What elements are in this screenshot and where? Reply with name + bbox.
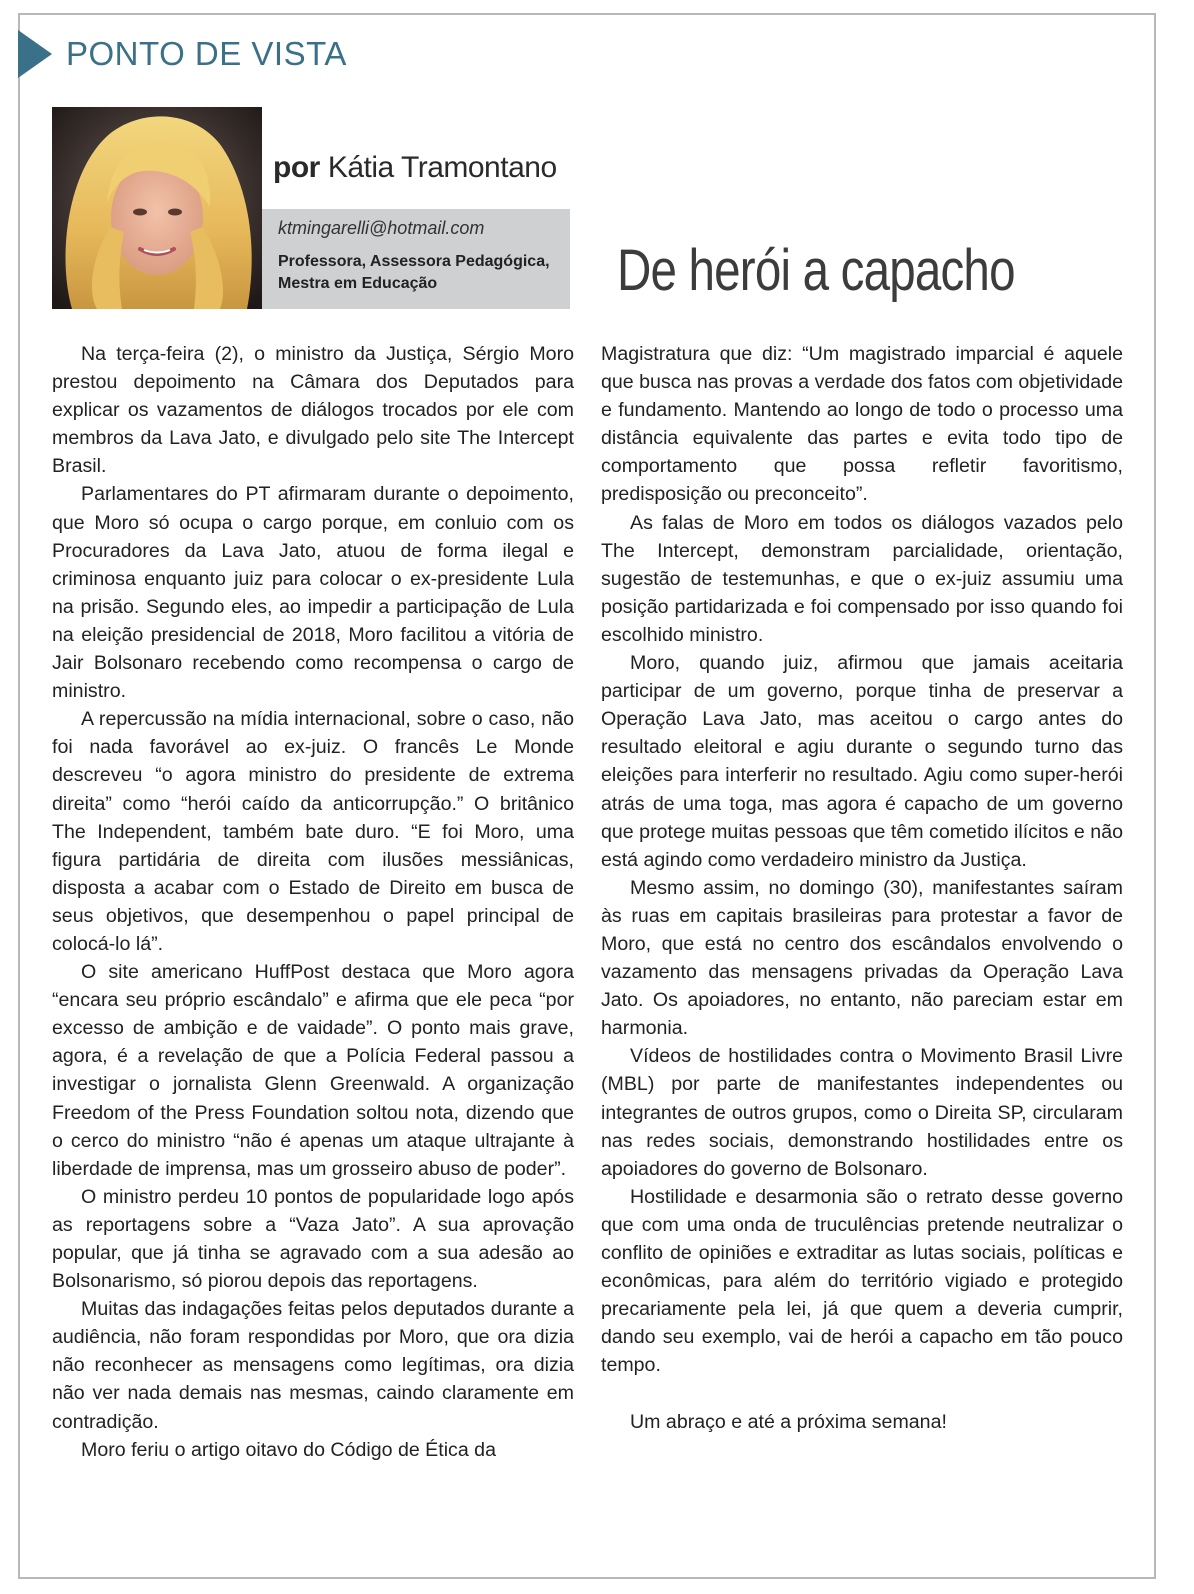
byline-prefix: por [273, 151, 320, 184]
article-headline: De herói a capacho [617, 238, 1015, 303]
paragraph: Moro, quando juiz, afirmou que jamais aceitaria participar de um governo, porque tinha de preservar a Operação Lava Jato, mas aceitou o cargo antes do resultado eleitoral e agiu durante o segundo turno das eleições para interferir no resultado. Agiu como super-herói atrás de uma toga, mas agora é capacho de um governo que protege muitas pessoas que têm cometido ilícitos e não está agindo como verdadeiro ministro da Justiça. [601, 652, 1123, 871]
paragraph: O site americano HuffPost destaca que Moro agora “encara seu próprio escândalo” e afirma que ele peca “por excesso de ambição e de vaidade”. O ponto mais grave, agora, é a revelação de que a Polícia Federal passou a investigar o jornalista Glenn Greenwald. A organização Freedom of the Press Foundation soltou nota, dizendo que o cerco do ministro “não é apenas um ataque ultrajante à liberdade de imprensa, mas um grosseiro abuso de poder”. [52, 961, 574, 1180]
article-column-1 [52, 340, 574, 1464]
author-byline [273, 148, 557, 188]
article-column-2 [601, 340, 1123, 1436]
section-title: PONTO DE VISTA [66, 35, 347, 72]
paragraph: Hostilidade e desarmonia são o retrato desse governo que com uma onda de truculências pretende neutralizar o conflito de opiniões e extraditar as lutas sociais, políticas e econômicas, para além do território vigiado e protegido precariamente pela lei, já que quem a deveria cumprir, dando seu exemplo, vai de herói a capacho em tão pouco tempo. [601, 1185, 1123, 1377]
paragraph: Na terça-feira (2), o ministro da Justiça, Sérgio Moro prestou depoimento na Câmara dos Deputados para explicar os vazamentos de diálogos trocados por ele com membros da Lava Jato, e divulgado pelo site The Intercept Brasil. [52, 343, 574, 478]
paragraph: O ministro perdeu 10 pontos de popularidade logo após as reportagens sobre a “Vaza Jato”. A sua aprovação popular, que já tinha se agravado com a sua adesão ao Bolsonarismo, só piorou depois das reportagens. [52, 1185, 574, 1293]
author-role: Professora, Assessora Pedagógica, Mestra em Educação [278, 253, 550, 292]
paragraph: A repercussão na mídia internacional, sobre o caso, não foi nada favorável ao ex-juiz. O francês Le Monde descreveu “o agora ministro do presidente de extrema direita” como “herói caído da anticorrupção.” O britânico The Independent, também bate duro. “E foi Moro, uma figura partidária de direita com ilusões messiânicas, disposta a acabar com o Estado de Direito em busca de seus objetivos, que desempenhou o papel principal de colocá-lo lá”. [52, 708, 574, 955]
section-arrow-icon [18, 30, 52, 78]
paragraph: Parlamentares do PT afirmaram durante o depoimento, que Moro só ocupa o cargo porque, em conluio com os Procuradores da Lava Jato, atuou de forma ilegal e criminosa enquanto juiz para colocar o ex-presidente Lula na prisão. Segundo eles, ao impedir a participação de Lula na eleição presidencial de 2018, Moro facilitou a vitória de Jair Bolsonaro recebendo como recompensa o cargo de ministro. [52, 483, 574, 703]
paragraph: Vídeos de hostilidades contra o Movimento Brasil Livre (MBL) por parte de manifestantes independentes ou integrantes de outros grupos, como o Direita SP, circularam nas redes sociais, demonstrando hostilidades entre os apoiadores do governo de Bolsonaro. [601, 1045, 1123, 1180]
paragraph: As falas de Moro em todos os diálogos vazados pelo The Intercept, demonstram parcialidade, orientação, sugestão de testemunhas, e que o ex-juiz assumiu uma posição partidarizada e foi compensado por isso quando foi escolhido ministro. [601, 511, 1123, 646]
author-email[interactable]: ktmingarelli@hotmail.com [278, 218, 485, 238]
paragraph: Mesmo assim, no domingo (30), manifestantes saíram às ruas em capitais brasileiras para protestar a favor de Moro, que está no centro dos escândalos envolvendo o vazamento das mensagens privadas da Operação Lava Jato. Os apoiadores, no entanto, não pareciam estar em harmonia. [601, 876, 1123, 1040]
author-photo [52, 107, 262, 309]
author-portrait-image [52, 107, 262, 309]
paragraph: Moro feriu o artigo oitavo do Código de Ética da [81, 1438, 496, 1461]
author-name: Kátia Tramontano [327, 151, 557, 184]
author-info-box [262, 209, 570, 309]
paragraph: Muitas das indagações feitas pelos deputados durante a audiência, não foram respondidas por Moro, que ora dizia não reconhecer as mensagens como legítimas, ora dizia não ver nada demais nas mesmas, caindo claramente em contradição. [52, 1298, 574, 1433]
paragraph-continuation: Magistratura que diz: “Um magistrado imparcial é aquele que busca nas provas a verdade dos fatos com objetividade e fundamento. Mantendo ao longo de todo o processo uma distância equivalente das partes e evita todo tipo de comportamento que possa refletir favoritismo, predisposição ou preconceito”. [601, 343, 1123, 506]
closing-line: Um abraço e até a próxima semana! [630, 1410, 947, 1433]
